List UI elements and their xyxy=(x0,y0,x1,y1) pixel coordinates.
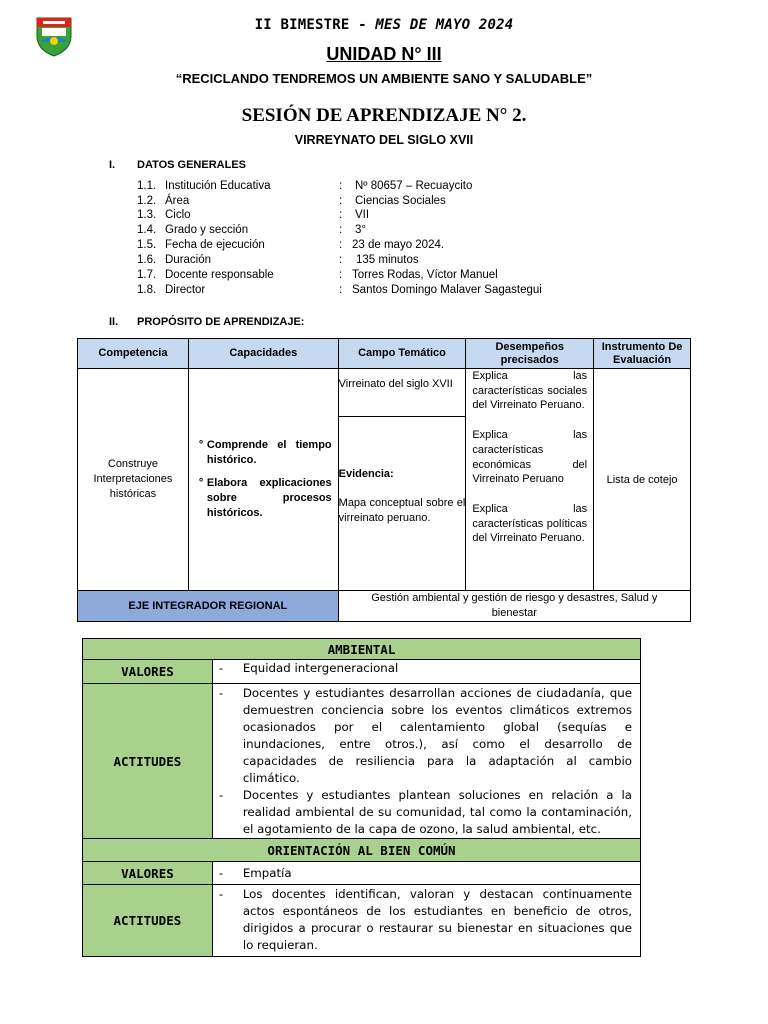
session-topic: VIRREYNATO DEL SIGLO XVII xyxy=(294,133,474,147)
desempenos-cell xyxy=(466,369,594,591)
purpose-table xyxy=(77,338,691,622)
session-title: SESIÓN DE APRENDIZAJE N° 2. xyxy=(241,105,527,126)
unit-title: UNIDAD N° III xyxy=(326,44,442,64)
datos-row: 1.4. Grado y sección : 3° xyxy=(137,224,366,236)
datos-row: 1.3. Ciclo : VII xyxy=(137,209,370,221)
evidencia-label: Evidencia: xyxy=(338,468,394,480)
capacidad-item: ° Elabora explicaciones sobre procesos históricos. xyxy=(198,477,332,519)
bimestre-title: II BIMESTRE - MES DE MAYO 2024 xyxy=(254,17,514,33)
section-heading-datos-generales: I. DATOS GENERALES xyxy=(109,159,246,171)
eje-integrador-label: EJE INTEGRADOR REGIONAL xyxy=(78,591,339,622)
col-header-campo: Campo Temático xyxy=(338,339,466,369)
evidencia-cell xyxy=(338,417,466,591)
unit-slogan: “RECICLANDO TENDREMOS UN AMBIENTE SANO Y SALUDABLE” xyxy=(175,71,593,86)
datos-row: 1.8. Director : Santos Domingo Malaver Sagastegui xyxy=(137,284,542,296)
valor-text: Empatía xyxy=(242,865,292,880)
actitudes-label: ACTITUDES xyxy=(83,885,213,957)
valores-cell: - Equidad intergeneracional xyxy=(212,660,640,684)
actitud-text: Docentes y estudiantes desarrollan acciones de ciudadanía, que demuestren conciencia sobre los eventos climáticos extremos ocasionados por el calentamiento global (sequías e inundaciones, entre otros.), así como el desarrollo de capacidades de resiliencia para la adaptación al cambio climático. xyxy=(242,686,632,785)
datos-row: 1.5. Fecha de ejecución : 23 de mayo 2024. xyxy=(137,239,445,251)
datos-row: 1.1. Institución Educativa : Nº 80657 – Recuaycito xyxy=(137,180,473,192)
desempeno-item: Explica las características políticas del Virreinato Peruano. xyxy=(472,502,588,545)
instrumento-cell: Lista de cotejo xyxy=(594,369,691,591)
evidencia-text: Mapa conceptual sobre el virreinato peruano. xyxy=(338,497,466,524)
enfoque-bien-comun-title: ORIENTACIÓN AL BIEN COMÚN xyxy=(83,839,641,862)
col-header-competencia: Competencia xyxy=(78,339,189,369)
valores-cell: - Empatía xyxy=(212,862,640,885)
desempeno-item: Explica las características económicas del Virreinato Peruano xyxy=(472,429,588,486)
col-header-desempenos: Desempeños precisados xyxy=(466,339,594,369)
enfoques-table xyxy=(82,638,641,957)
valores-label: VALORES xyxy=(83,862,213,885)
capacidades-cell xyxy=(188,369,338,591)
actitudes-cell: - Docentes y estudiantes desarrollan acciones de ciudadanía, que demuestren conciencia sobre los eventos climáticos extremos ocasionados por el calentamiento global (sequías e inundaciones, entre otros.), así como el desarrollo de capacidades de resiliencia para la adaptación al cambio climático. - Docentes y estudiantes plantean soluciones en relación a la realidad ambiental de su comunidad, tal como la contaminación, el agotamiento de la capa de ozono, la salud ambiental, etc. xyxy=(212,684,640,839)
valores-label: VALORES xyxy=(83,660,213,684)
actitud-text: Los docentes identifican, valoran y destacan continuamente actos espontáneos de los estudiantes en beneficio de otros, dirigidos a procurar o restaurar su bienestar en situaciones que lo requieran. xyxy=(242,887,632,952)
actitud-text: Docentes y estudiantes plantean soluciones en relación a la realidad ambiental de su comunidad, tal como la contaminación, el agotamiento de la capa de ozono, la salud ambiental, etc. xyxy=(242,788,632,836)
enfoque-ambiental-title: AMBIENTAL xyxy=(83,639,641,660)
col-header-instrumento: Instrumento De Evaluación xyxy=(594,339,691,369)
campo-tematico-cell: Virreinato del siglo XVII xyxy=(338,369,466,417)
col-header-capacidades: Capacidades xyxy=(188,339,338,369)
datos-row: 1.6. Duración : 135 minutos xyxy=(137,254,419,266)
capacidad-item: ° Comprende el tiempo histórico. xyxy=(198,439,332,466)
actitudes-cell: - Los docentes identifican, valoran y destacan continuamente actos espontáneos de los estudiantes en beneficio de otros, dirigidos a procurar o restaurar su bienestar en situaciones que lo requieran. xyxy=(212,885,640,957)
datos-row: 1.2. Área : Ciencias Sociales xyxy=(137,195,446,207)
datos-row: 1.7. Docente responsable : Torres Rodas, Víctor Manuel xyxy=(137,269,498,281)
actitudes-label: ACTITUDES xyxy=(83,684,213,839)
eje-integrador-value: Gestión ambiental y gestión de riesgo y desastres, Salud y bienestar xyxy=(338,591,690,622)
valor-text: Equidad intergeneracional xyxy=(242,661,399,675)
desempeno-item: Explica las características sociales del Virreinato Peruano. xyxy=(472,370,588,412)
section-heading-proposito: II. PROPÓSITO DE APRENDIZAJE: xyxy=(109,316,305,328)
competencia-cell: Construye Interpretaciones históricas xyxy=(78,369,189,591)
